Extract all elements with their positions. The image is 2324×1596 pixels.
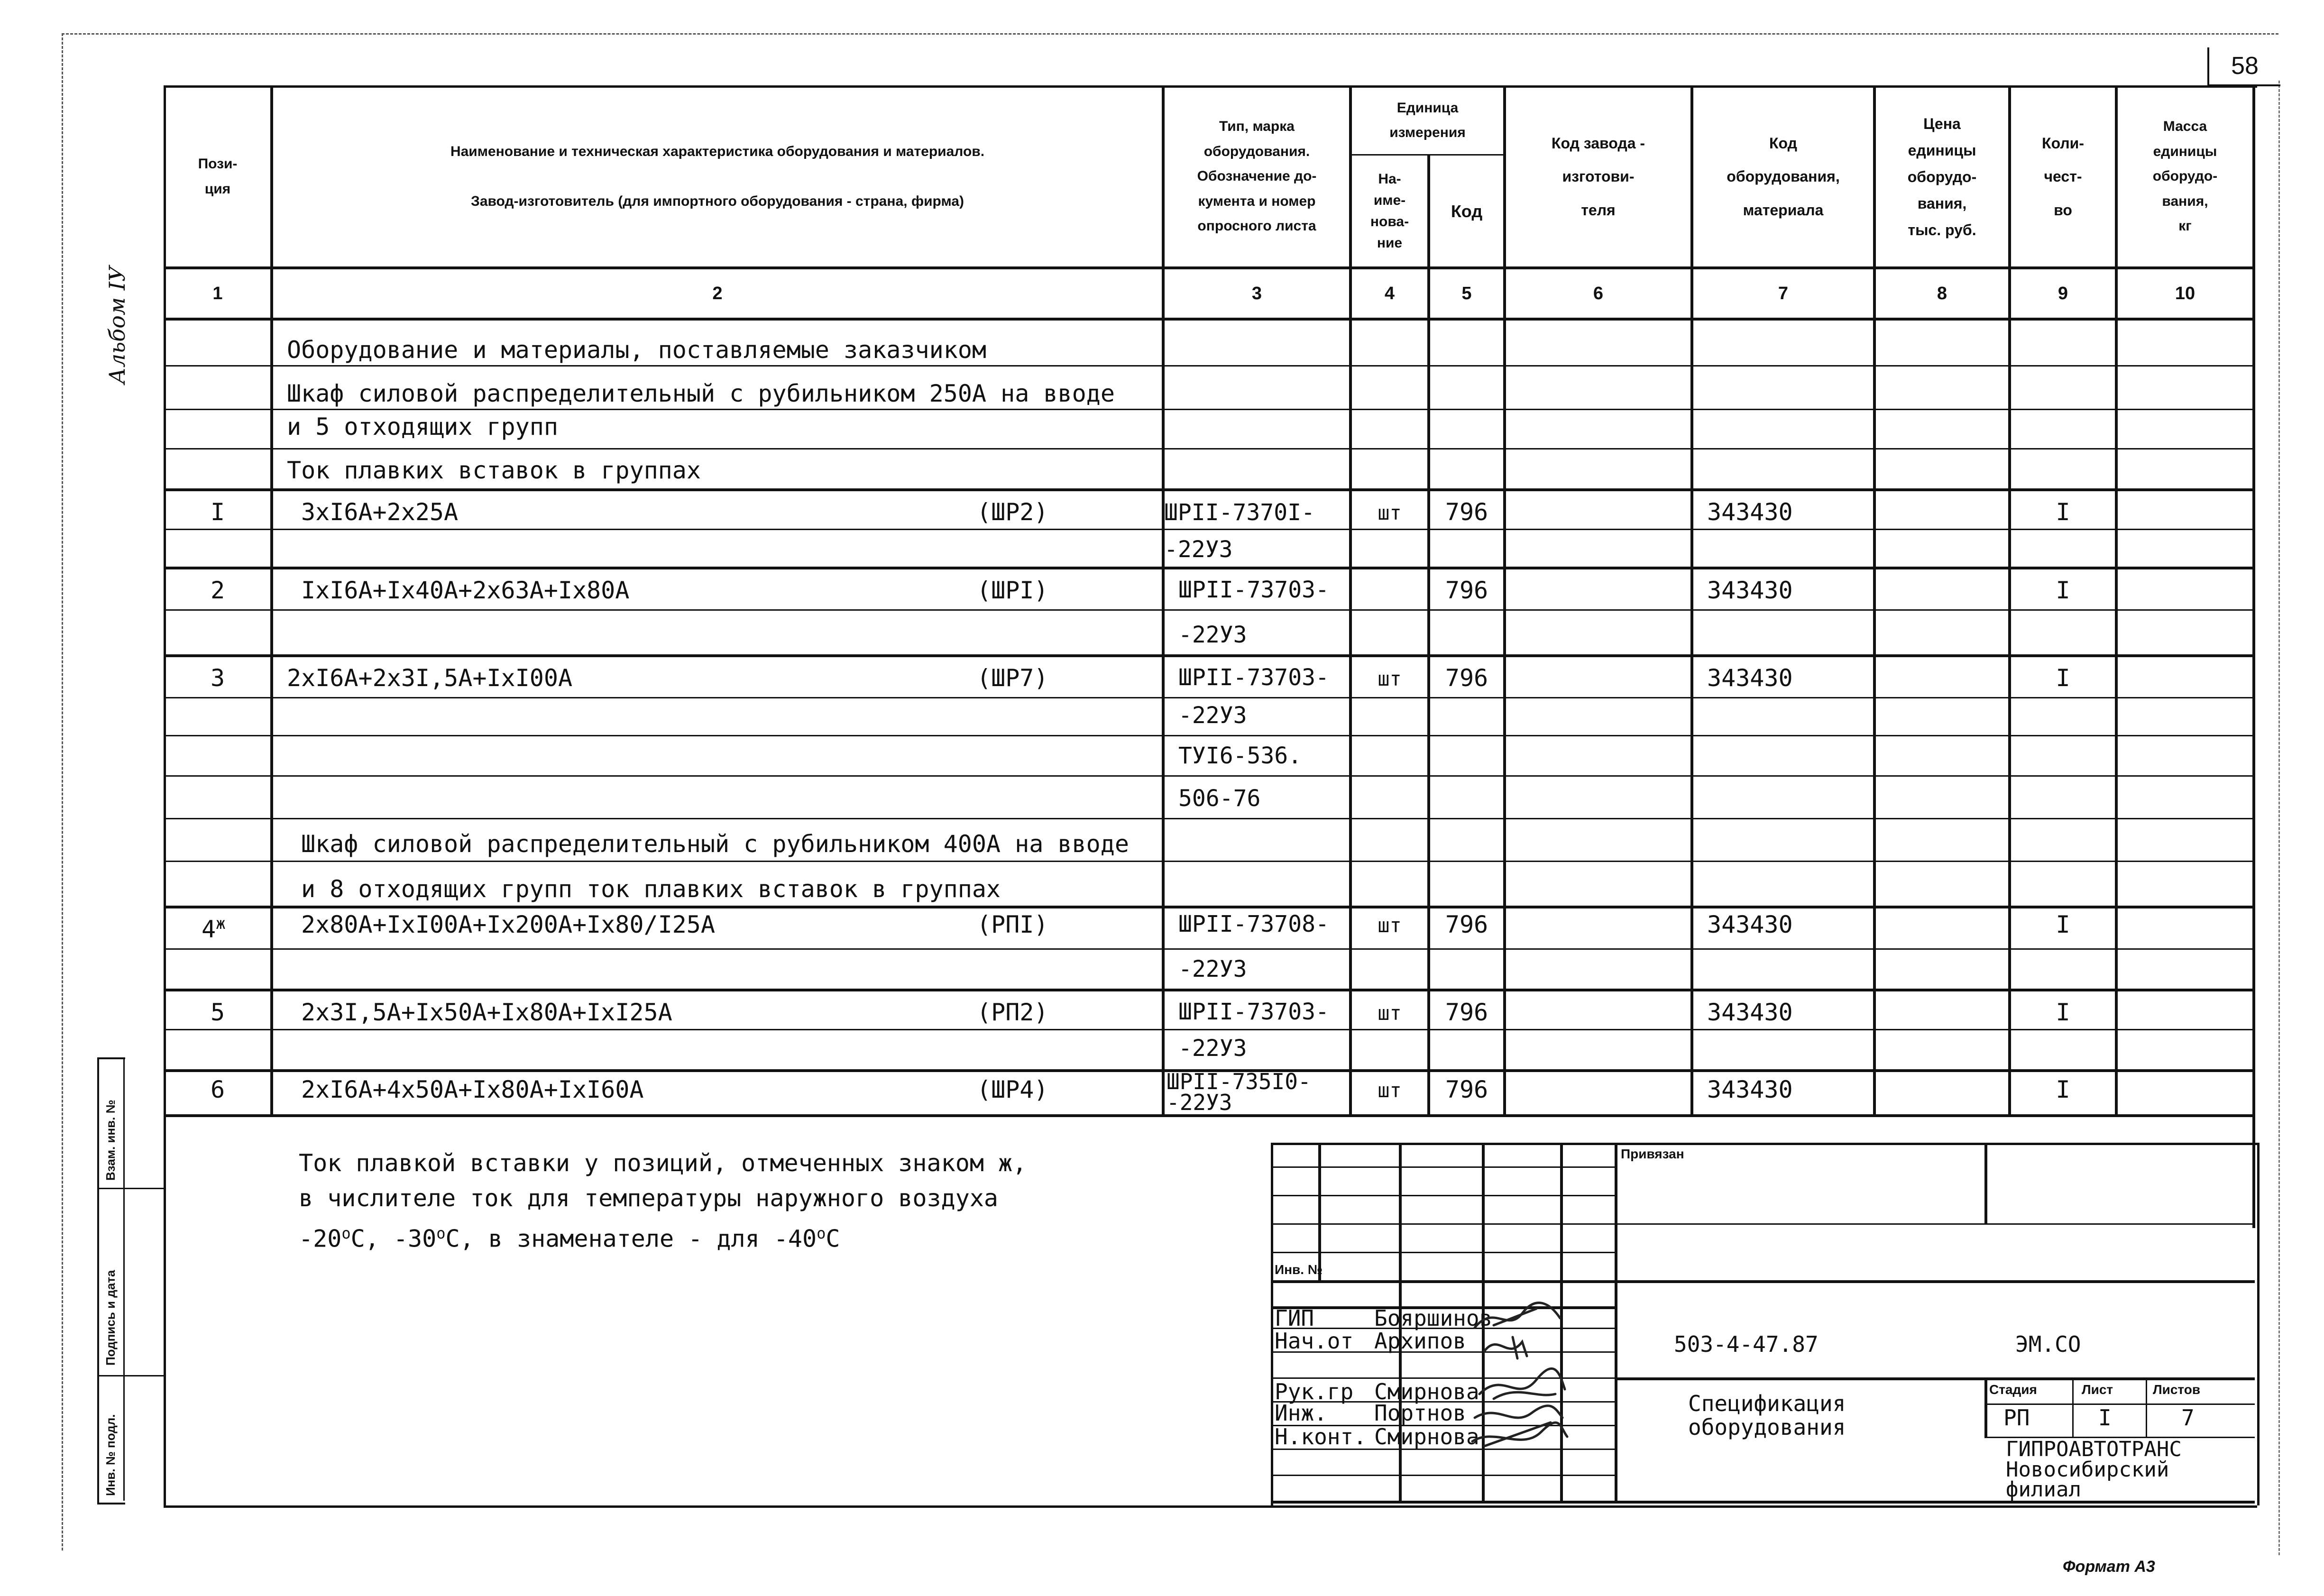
tb-role-gip: ГИП <box>1275 1305 1314 1331</box>
header-mass: Масса единицы оборудо- вания, кг <box>2152 119 2218 234</box>
tb-role-ruk: Рук.гр <box>1275 1379 1354 1404</box>
header-equipment-code: Код оборудования, материала <box>1727 134 1840 219</box>
tb-sheet-label: Лист <box>2082 1382 2113 1397</box>
outer-frame-top <box>62 33 2278 35</box>
header-factory-code: Код завода - изготови- теля <box>1551 134 1645 219</box>
row3-equipment-code: 343430 <box>1707 664 1793 692</box>
row6-unit-code: 796 <box>1445 1076 1488 1103</box>
format-label: Формат А3 <box>2063 1558 2155 1576</box>
tb-title-line1: Спецификация <box>1688 1391 1846 1416</box>
side-stamp-replace-inv: Взам. инв. № <box>103 1100 118 1181</box>
tb-col-line <box>1984 1143 1987 1223</box>
row3-mark: (ШР7) <box>977 664 1048 692</box>
row5-type-line2: -22У3 <box>1178 1035 1247 1062</box>
row6-name: 2хI6А+4х50А+Iх80А+IхI60А <box>301 1076 644 1103</box>
col-number-10: 10 <box>2175 283 2195 303</box>
header-unit-code: Код <box>1451 201 1483 221</box>
row6-unit: шт <box>1378 1079 1402 1102</box>
tb-col-line <box>1318 1143 1321 1280</box>
tb-org-line3: филиал <box>2006 1477 2081 1502</box>
row5-quantity: I <box>2056 999 2070 1026</box>
header-type: Тип, марка оборудования. Обозначение до- кумента и номер опросного листа <box>1197 119 1317 234</box>
row3-type-line4: 506-76 <box>1178 785 1261 812</box>
header-quantity: Коли- чест- во <box>2042 134 2084 219</box>
footnote-line1: Ток плавкой вставки у позиций, отмеченных знаком ж, <box>299 1149 1027 1177</box>
row-line <box>164 365 2255 367</box>
outer-frame-left <box>62 33 63 1550</box>
row2-name: IхI6А+Iх40А+2х63А+Iх80А <box>301 577 630 604</box>
row4-equipment-code: 343430 <box>1707 911 1793 938</box>
row5-type-line1: ШРII-73703- <box>1178 999 1329 1025</box>
tb-row-line <box>1271 1252 1615 1253</box>
tb-role-nkont: Н.конт. <box>1275 1424 1367 1449</box>
tb-bottom-line <box>1271 1501 2255 1504</box>
col-number-1: 1 <box>212 283 223 303</box>
tb-name-nkont: Смирнова <box>1374 1424 1479 1449</box>
number-row-bottom-line <box>164 318 2255 321</box>
row1-type-line2: -22У3 <box>1164 536 1233 563</box>
row4-mark: (РПI) <box>977 911 1048 938</box>
row3-position: 3 <box>210 664 225 692</box>
section-title: Оборудование и материалы, поставляемые заказчиком <box>287 336 987 364</box>
row-line <box>164 906 2255 908</box>
col-number-4: 4 <box>1384 283 1395 303</box>
side-stamp-divider <box>97 1188 164 1189</box>
row4-name: 2х80А+IхI00А+Iх200А+Iх80/I25А <box>301 911 715 938</box>
row4-type-line1: ШРII-73708- <box>1178 911 1329 937</box>
tb-name-gip: Бояршинов <box>1374 1305 1493 1331</box>
col-number-9: 9 <box>2058 283 2068 303</box>
tb-row-line <box>1271 1166 1615 1168</box>
row5-equipment-code: 343430 <box>1707 999 1793 1026</box>
row4-unit-code: 796 <box>1445 911 1488 938</box>
side-stamp-inv-orig: Инв. № подл. <box>103 1414 118 1496</box>
outer-frame-right <box>2278 81 2280 1555</box>
row1-position: I <box>210 498 225 526</box>
row5-name: 2х3I,5А+Iх50А+Iх80А+IхI25А <box>301 999 672 1026</box>
row6-equipment-code: 343430 <box>1707 1076 1793 1103</box>
tb-stage: РП <box>2003 1405 2030 1431</box>
row2-mark: (ШРI) <box>977 577 1048 604</box>
tb-title-line2: оборудования <box>1688 1414 1846 1440</box>
fuse-groups-title: Ток плавких вставок в группах <box>287 457 701 484</box>
tb-col-line <box>1984 1377 1987 1437</box>
header-position: Пози- ция <box>198 156 238 197</box>
row3-unit-code: 796 <box>1445 664 1488 692</box>
row5-position: 5 <box>210 999 225 1026</box>
row5-unit-code: 796 <box>1445 999 1488 1026</box>
row3-type-line2: -22У3 <box>1178 702 1247 729</box>
tb-org-line2: Новосибирский <box>2006 1458 2169 1482</box>
tb-sheet: I <box>2098 1405 2112 1431</box>
cabinet-400-line1: Шкаф силовой распределительный с рубильником 400А на вводе <box>301 830 1129 858</box>
row6-type-line1: ШРII-735I0- <box>1167 1069 1311 1094</box>
tb-col-line <box>2146 1377 2147 1437</box>
row-line <box>164 409 2255 410</box>
row6-position: 6 <box>210 1076 225 1103</box>
header-unit-name: На- име- нова- ние <box>1370 171 1409 251</box>
side-stamp-divider <box>97 1375 164 1376</box>
row-line <box>164 818 2255 819</box>
row1-name: 3хI6А+2х25А <box>301 498 459 526</box>
row2-unit-code: 796 <box>1445 577 1488 604</box>
row-line <box>164 989 2255 991</box>
row1-quantity: I <box>2056 498 2070 526</box>
row-line <box>164 448 2255 449</box>
row1-unit-code: 796 <box>1445 498 1488 526</box>
row4-type-line2: -22У3 <box>1178 956 1247 982</box>
row2-type-line1: ШРII-73703- <box>1178 577 1329 603</box>
row-line <box>164 488 2255 491</box>
row1-mark: (ШР2) <box>977 498 1048 526</box>
row6-mark: (ШР4) <box>977 1076 1048 1103</box>
row6-type-line2: -22У3 <box>1167 1090 1232 1115</box>
row4-position: $4^ж$ <box>202 914 226 943</box>
side-stamp-sign-date: Подпись и дата <box>103 1270 118 1366</box>
footnote-line3: $-20^оС$, $-30^оС$, в знаменателе - для $-40^оС$ <box>299 1224 840 1253</box>
tb-sheets-label: Листов <box>2153 1382 2201 1397</box>
tb-name-ruk: Смирнова <box>1374 1379 1479 1404</box>
tb-row-line <box>1271 1280 2255 1283</box>
row-line <box>164 567 2255 569</box>
row3-quantity: I <box>2056 664 2070 692</box>
tb-row-line <box>1271 1195 1615 1196</box>
cabinet-400-line2: и 8 отходящих групп ток плавких вставок в группах <box>301 875 1001 903</box>
tb-sheet-code: ЭМ.СО <box>2015 1331 2081 1357</box>
col-number-3: 3 <box>1251 283 1262 303</box>
row3-unit: шт <box>1378 667 1402 690</box>
tb-role-nach: Нач.от <box>1275 1328 1354 1354</box>
row2-equipment-code: 343430 <box>1707 577 1793 604</box>
row-line <box>164 948 2255 950</box>
row2-position: 2 <box>210 577 225 604</box>
row1-equipment-code: 343430 <box>1707 498 1793 526</box>
header-name: Наименование и техническая характеристика оборудования и материалов. Завод-изготовитель (для импортного оборудования - страна, фирма) <box>450 143 985 209</box>
row4-position-mark: ж <box>216 914 226 933</box>
cabinet-250-line1: Шкаф силовой распределительный с рубильником 250А на вводе <box>287 380 1115 407</box>
tb-inv-no-label: Инв. № <box>1275 1262 1323 1277</box>
header-price: Цена единицы оборудо- вания, тыс. руб. <box>1907 115 1977 238</box>
tb-privyazan-label: Привязан <box>1621 1147 1684 1161</box>
tb-col-line <box>2072 1377 2074 1437</box>
row5-mark: (РП2) <box>977 999 1048 1026</box>
footnote-line2: в числителе ток для температуры наружного воздуха <box>299 1184 999 1212</box>
col-number-7: 7 <box>1778 283 1789 303</box>
tb-row-line <box>1271 1475 1615 1476</box>
row-line <box>164 775 2255 777</box>
row-line <box>164 735 2255 736</box>
row-line <box>164 654 2255 657</box>
album-label: Альбом IУ <box>104 266 130 384</box>
row3-name: 2хI6А+2х3I,5А+IхI00А <box>287 664 573 692</box>
row6-quantity: I <box>2056 1076 2070 1103</box>
col-number-5: 5 <box>1461 283 1472 303</box>
tb-name-nach: Архипов <box>1374 1328 1466 1354</box>
row4-quantity: I <box>2056 911 2070 938</box>
tb-row-line <box>1615 1377 2255 1380</box>
row3-type-line3: ТУI6-536. <box>1178 743 1302 769</box>
tb-row-line <box>1271 1223 2255 1225</box>
tb-name-inzh: Портнов <box>1374 1400 1466 1426</box>
tb-org-line1: ГИПРОАВТОТРАНС <box>2006 1437 2182 1461</box>
side-stamp-inner <box>123 1057 125 1501</box>
header-unit: Единица измерения <box>1389 100 1466 140</box>
row3-type-line1: ШРII-73703- <box>1178 664 1329 691</box>
tb-col-line <box>1615 1143 1617 1503</box>
col-number-2: 2 <box>712 283 723 303</box>
cabinet-250-line2: и 5 отходящих групп <box>287 413 558 440</box>
tb-stage-label: Стадия <box>1989 1382 2037 1397</box>
row1-unit: шт <box>1378 501 1402 524</box>
tb-sheets: 7 <box>2181 1405 2195 1431</box>
row2-quantity: I <box>2056 577 2070 604</box>
row-line <box>164 861 2255 862</box>
tb-role-inzh: Инж. <box>1275 1400 1327 1426</box>
page-number: 58 <box>2207 47 2280 86</box>
row2-type-line2: -22У3 <box>1178 622 1247 648</box>
col-number-8: 8 <box>1937 283 1947 303</box>
row-line <box>164 529 2255 530</box>
col-number-6: 6 <box>1593 283 1604 303</box>
row1-type-line1: ШРII-7370I- <box>1164 499 1315 526</box>
signature-scribbles <box>1465 1299 1574 1456</box>
row-line <box>164 1029 2255 1030</box>
row4-unit: шт <box>1378 914 1402 937</box>
row-line <box>164 609 2255 611</box>
row5-unit: шт <box>1378 1001 1402 1025</box>
tb-doc-code: 503-4-47.87 <box>1674 1331 1819 1357</box>
row-line <box>164 697 2255 698</box>
